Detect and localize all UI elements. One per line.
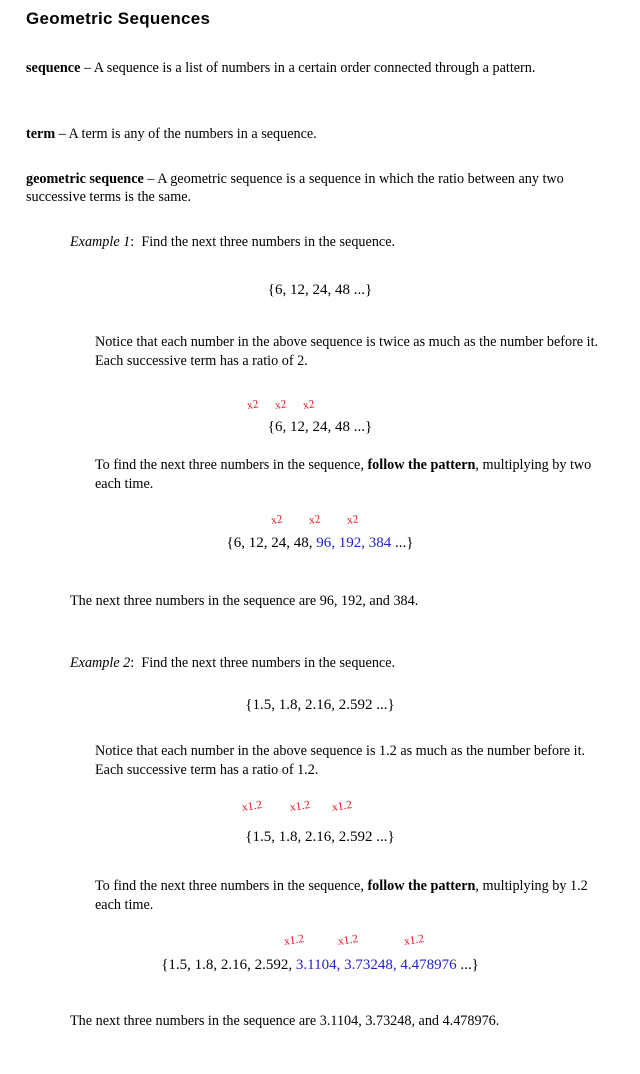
example-1-instruction-paragraph — [95, 456, 600, 493]
example-label: Example 1 — [70, 234, 131, 250]
multiplier-annotation: x1.2 — [289, 798, 311, 814]
example-prompt: Find the next three numbers in the sequence. — [141, 655, 396, 671]
definition-geometric-sequence — [26, 171, 596, 206]
definition-term: term — [26, 126, 56, 142]
example-1-conclusion: The next three numbers in the sequence are 96, 192, and 384. — [70, 593, 419, 609]
instruction-bold-phrase: follow the pattern — [367, 457, 476, 473]
definition-dash: – — [80, 60, 94, 76]
solution-ellipsis: ...} — [456, 957, 479, 973]
example-1-heading — [70, 234, 395, 252]
example-2-notice-paragraph: Notice that each number in the above sequence is 1.2 as much as the number before it. Each successive term has a ratio of 1.2. — [95, 743, 586, 778]
multiplier-annotation: x2 — [308, 513, 322, 527]
example-1-initial-sequence: {6, 12, 24, 48 ...} — [267, 282, 373, 298]
example-label: Example 2 — [70, 655, 131, 671]
example-1-solution-sequence — [0, 534, 640, 553]
example-2-conclusion: The next three numbers in the sequence are 3.1104, 3.73248, and 4.478976. — [70, 1013, 500, 1029]
example-colon: : — [130, 234, 135, 250]
example-1-notice-paragraph: Notice that each number in the above sequence is twice as much as the number before it. Each successive term has a ratio of 2. — [95, 334, 599, 369]
instruction-text-before: To find the next three numbers in the sequence, — [95, 457, 368, 473]
definition-term-entry — [26, 126, 596, 144]
page-title: Geometric Sequences — [26, 9, 211, 28]
example-2-instruction-paragraph — [95, 877, 600, 914]
multiplier-annotation: x2 — [346, 513, 360, 527]
instruction-text-after: , multiplying by 1.2 each time. — [95, 878, 588, 913]
solution-ellipsis: ...} — [391, 535, 414, 551]
solution-new-terms: 96, 192, 384 — [316, 535, 392, 551]
definition-dash: – — [143, 171, 158, 187]
multiplier-annotation: x1.2 — [331, 798, 353, 814]
example-2-heading — [70, 655, 395, 673]
multiplier-annotation: x1.2 — [283, 932, 305, 948]
example-1-annotated-sequence: {6, 12, 24, 48 ...} — [267, 419, 373, 435]
solution-known-terms: {6, 12, 24, 48, — [226, 535, 317, 551]
definition-dash: – — [55, 126, 69, 142]
multiplier-annotation: x1.2 — [337, 932, 359, 948]
multiplier-annotation: x2 — [274, 398, 288, 412]
example-colon: : — [130, 655, 135, 671]
example-prompt: Find the next three numbers in the sequence. — [141, 234, 396, 250]
example-2-solution-sequence — [0, 956, 640, 975]
multiplier-annotation: x2 — [302, 398, 316, 412]
definition-term: sequence — [26, 60, 81, 76]
instruction-text-before: To find the next three numbers in the sequence, — [95, 878, 368, 894]
definition-text: A geometric sequence is a sequence in which the ratio between any two successive terms is the same. — [26, 171, 564, 205]
example-2-annotated-sequence: {1.5, 1.8, 2.16, 2.592 ...} — [245, 829, 395, 845]
multiplier-annotation: x1.2 — [403, 932, 425, 948]
instruction-bold-phrase: follow the pattern — [367, 878, 476, 894]
definition-text: A term is any of the numbers in a sequence. — [68, 126, 317, 142]
definition-term: geometric sequence — [26, 171, 144, 187]
solution-new-terms: 3.1104, 3.73248, 4.478976 — [295, 957, 457, 973]
solution-known-terms: {1.5, 1.8, 2.16, 2.592, — [161, 957, 296, 973]
definition-text: A sequence is a list of numbers in a certain order connected through a pattern. — [93, 60, 536, 76]
multiplier-annotation: x1.2 — [241, 798, 263, 814]
instruction-text-after: , multiplying by two each time. — [95, 457, 592, 492]
example-2-initial-sequence: {1.5, 1.8, 2.16, 2.592 ...} — [245, 697, 395, 713]
definition-sequence — [26, 60, 596, 78]
multiplier-annotation: x2 — [270, 513, 284, 527]
multiplier-annotation: x2 — [246, 398, 260, 412]
